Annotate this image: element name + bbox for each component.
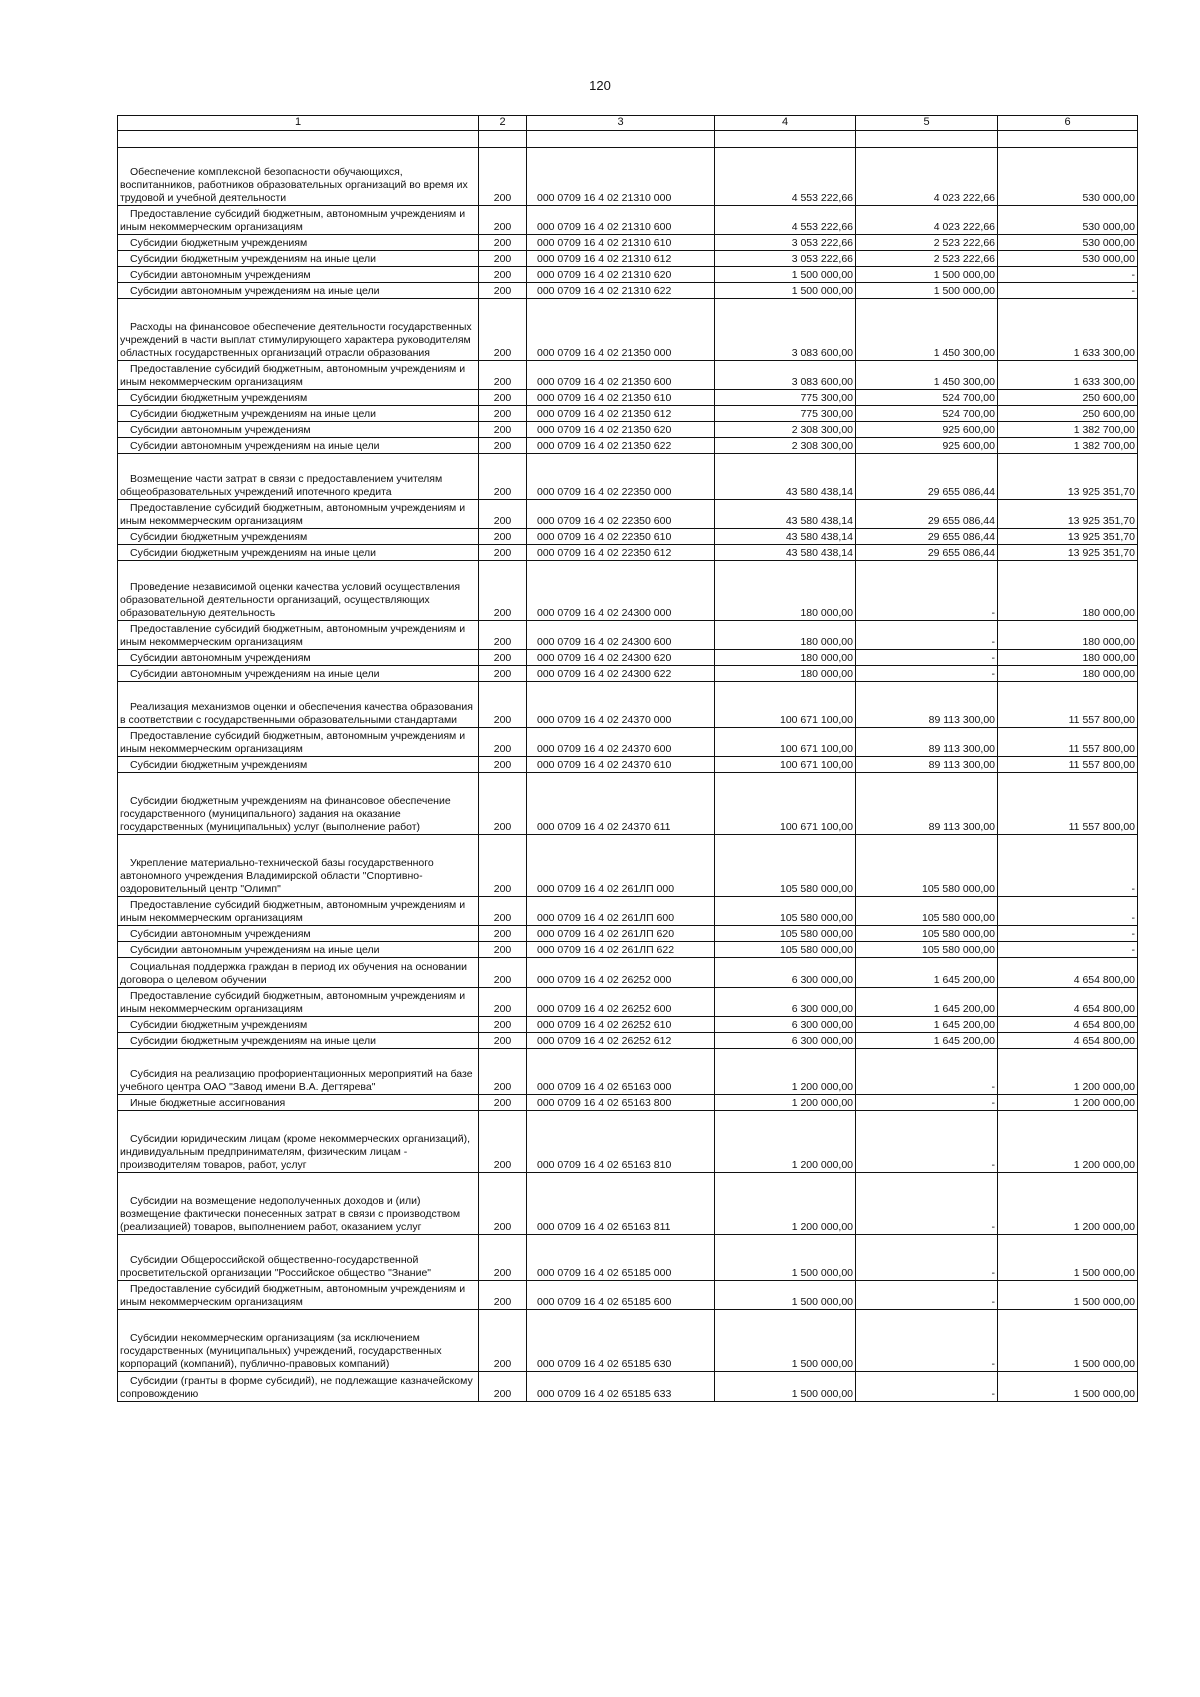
row-budget-code-cell: 000 0709 16 4 02 22350 000 <box>527 454 715 500</box>
row-line-code-cell: 200 <box>479 1310 527 1372</box>
row-name-cell: Субсидии бюджетным учреждениям <box>118 757 479 773</box>
row-name-cell: Субсидии бюджетным учреждениям на иные цели <box>118 1033 479 1049</box>
table-row <box>118 1281 1138 1310</box>
row-name-cell: Предоставление субсидий бюджетным, автономным учреждениям и иным некоммерческим организациям <box>118 206 479 235</box>
table-row <box>118 361 1138 390</box>
row-name-cell: Проведение независимой оценки качества условий осуществления образовательной деятельности организаций, осуществляющих образовательную деятельность <box>118 561 479 621</box>
row-executed-amount-cell: 1 645 200,00 <box>856 988 998 1017</box>
row-approved-amount-cell: 100 671 100,00 <box>715 728 856 757</box>
table-row <box>118 500 1138 529</box>
row-name-cell: Обеспечение комплексной безопасности обучающихся, воспитанников, работников образовательных организаций во время их трудовой и учебной деятельности <box>118 148 479 206</box>
row-line-code-cell: 200 <box>479 283 527 299</box>
row-line-code-cell: 200 <box>479 1281 527 1310</box>
row-name-cell: Предоставление субсидий бюджетным, автономным учреждениям и иным некоммерческим организациям <box>118 500 479 529</box>
row-name-cell: Субсидии бюджетным учреждениям на иные цели <box>118 545 479 561</box>
row-approved-amount-cell: 3 053 222,66 <box>715 251 856 267</box>
row-unexecuted-amount-cell: 13 925 351,70 <box>998 529 1138 545</box>
row-unexecuted-amount-cell: 1 200 000,00 <box>998 1111 1138 1173</box>
row-unexecuted-amount-cell: - <box>998 942 1138 958</box>
row-executed-amount-cell: - <box>856 1235 998 1281</box>
row-executed-amount-cell: 2 523 222,66 <box>856 235 998 251</box>
row-name-cell: Субсидии (гранты в форме субсидий), не подлежащие казначейскому сопровождению <box>118 1372 479 1402</box>
table-row <box>118 406 1138 422</box>
row-approved-amount-cell: 43 580 438,14 <box>715 545 856 561</box>
row-unexecuted-amount-cell: 13 925 351,70 <box>998 545 1138 561</box>
row-executed-amount-cell: - <box>856 1173 998 1235</box>
row-line-code-cell: 200 <box>479 545 527 561</box>
row-line-code-cell: 200 <box>479 438 527 454</box>
row-executed-amount-cell: 105 580 000,00 <box>856 926 998 942</box>
row-approved-amount-cell: 43 580 438,14 <box>715 529 856 545</box>
table-row <box>118 728 1138 757</box>
row-executed-amount-cell: 1 500 000,00 <box>856 283 998 299</box>
row-name-cell: Субсидии некоммерческим организациям (за исключением государственных (муниципальных) учреждений, государственных корпораций (компаний), публично-правовых компаний) <box>118 1310 479 1372</box>
row-unexecuted-amount-cell: 1 633 300,00 <box>998 299 1138 361</box>
table-row <box>118 1173 1138 1235</box>
row-unexecuted-amount-cell: 180 000,00 <box>998 650 1138 666</box>
row-approved-amount-cell: 775 300,00 <box>715 406 856 422</box>
table-row <box>118 835 1138 897</box>
row-budget-code-cell: 000 0709 16 4 02 21350 610 <box>527 390 715 406</box>
header-col-6: 6 <box>998 116 1138 131</box>
row-unexecuted-amount-cell: 1 500 000,00 <box>998 1310 1138 1372</box>
page-number: 120 <box>589 78 611 93</box>
row-name-cell: Иные бюджетные ассигнования <box>118 1095 479 1111</box>
row-approved-amount-cell: 6 300 000,00 <box>715 1017 856 1033</box>
row-budget-code-cell: 000 0709 16 4 02 26252 000 <box>527 958 715 988</box>
row-name-cell: Субсидии автономным учреждениям <box>118 926 479 942</box>
row-approved-amount-cell: 775 300,00 <box>715 390 856 406</box>
row-approved-amount-cell: 6 300 000,00 <box>715 1033 856 1049</box>
row-executed-amount-cell: - <box>856 1281 998 1310</box>
row-line-code-cell: 200 <box>479 958 527 988</box>
row-name-cell: Субсидия на реализацию профориентационных мероприятий на базе учебного центра ОАО "Завод имени В.А. Дегтярева" <box>118 1049 479 1095</box>
row-name-cell: Субсидии на возмещение недополученных доходов и (или) возмещение фактически понесенных затрат в связи с производством (реализацией) товаров, выполнением работ, оказанием услуг <box>118 1173 479 1235</box>
row-budget-code-cell: 000 0709 16 4 02 65185 630 <box>527 1310 715 1372</box>
row-name-cell: Субсидии бюджетным учреждениям на иные цели <box>118 251 479 267</box>
row-executed-amount-cell: - <box>856 1049 998 1095</box>
row-executed-amount-cell: 925 600,00 <box>856 438 998 454</box>
row-unexecuted-amount-cell: 1 500 000,00 <box>998 1281 1138 1310</box>
row-unexecuted-amount-cell: 1 200 000,00 <box>998 1095 1138 1111</box>
table-row <box>118 773 1138 835</box>
row-unexecuted-amount-cell: 1 500 000,00 <box>998 1372 1138 1402</box>
row-name-cell: Субсидии бюджетным учреждениям <box>118 235 479 251</box>
row-unexecuted-amount-cell: 13 925 351,70 <box>998 454 1138 500</box>
row-line-code-cell: 200 <box>479 926 527 942</box>
row-approved-amount-cell: 6 300 000,00 <box>715 988 856 1017</box>
row-budget-code-cell: 000 0709 16 4 02 22350 600 <box>527 500 715 529</box>
table-row <box>118 926 1138 942</box>
row-approved-amount-cell: 105 580 000,00 <box>715 926 856 942</box>
row-line-code-cell: 200 <box>479 1372 527 1402</box>
row-approved-amount-cell: 1 200 000,00 <box>715 1111 856 1173</box>
table-row <box>118 235 1138 251</box>
row-approved-amount-cell: 2 308 300,00 <box>715 438 856 454</box>
row-budget-code-cell: 000 0709 16 4 02 21310 620 <box>527 267 715 283</box>
row-executed-amount-cell: 89 113 300,00 <box>856 682 998 728</box>
row-name-cell: Субсидии бюджетным учреждениям <box>118 390 479 406</box>
row-unexecuted-amount-cell: 11 557 800,00 <box>998 757 1138 773</box>
row-line-code-cell: 200 <box>479 206 527 235</box>
row-unexecuted-amount-cell: - <box>998 835 1138 897</box>
row-approved-amount-cell: 100 671 100,00 <box>715 682 856 728</box>
row-budget-code-cell: 000 0709 16 4 02 24370 611 <box>527 773 715 835</box>
row-unexecuted-amount-cell: 1 382 700,00 <box>998 422 1138 438</box>
table-row <box>118 283 1138 299</box>
row-executed-amount-cell: 925 600,00 <box>856 422 998 438</box>
row-line-code-cell: 200 <box>479 1111 527 1173</box>
row-approved-amount-cell: 180 000,00 <box>715 666 856 682</box>
row-line-code-cell: 200 <box>479 728 527 757</box>
row-unexecuted-amount-cell: 1 633 300,00 <box>998 361 1138 390</box>
row-approved-amount-cell: 1 200 000,00 <box>715 1173 856 1235</box>
row-name-cell: Субсидии автономным учреждениям <box>118 650 479 666</box>
row-approved-amount-cell: 100 671 100,00 <box>715 757 856 773</box>
row-name-cell: Укрепление материально-технической базы государственного автономного учреждения Владимирской области "Спортивно-оздоровительный центр "Олимп" <box>118 835 479 897</box>
row-budget-code-cell: 000 0709 16 4 02 261ЛП 620 <box>527 926 715 942</box>
row-approved-amount-cell: 3 053 222,66 <box>715 235 856 251</box>
row-budget-code-cell: 000 0709 16 4 02 24300 600 <box>527 621 715 650</box>
row-budget-code-cell: 000 0709 16 4 02 21310 622 <box>527 283 715 299</box>
table-row <box>118 1095 1138 1111</box>
table-row <box>118 206 1138 235</box>
row-approved-amount-cell: 6 300 000,00 <box>715 958 856 988</box>
header-col-2: 2 <box>479 116 527 131</box>
row-name-cell: Предоставление субсидий бюджетным, автономным учреждениям и иным некоммерческим организациям <box>118 1281 479 1310</box>
table-row <box>118 757 1138 773</box>
row-unexecuted-amount-cell: 180 000,00 <box>998 621 1138 650</box>
row-budget-code-cell: 000 0709 16 4 02 24300 620 <box>527 650 715 666</box>
row-line-code-cell: 200 <box>479 561 527 621</box>
table-spacer-row <box>118 131 1138 148</box>
table-row <box>118 390 1138 406</box>
table-row <box>118 1111 1138 1173</box>
row-unexecuted-amount-cell: 530 000,00 <box>998 251 1138 267</box>
row-budget-code-cell: 000 0709 16 4 02 65163 811 <box>527 1173 715 1235</box>
row-line-code-cell: 200 <box>479 251 527 267</box>
row-budget-code-cell: 000 0709 16 4 02 22350 612 <box>527 545 715 561</box>
row-name-cell: Субсидии бюджетным учреждениям <box>118 1017 479 1033</box>
row-name-cell: Субсидии Общероссийской общественно-государственной просветительской организации "Российское общество "Знание" <box>118 1235 479 1281</box>
row-approved-amount-cell: 105 580 000,00 <box>715 835 856 897</box>
table-row <box>118 529 1138 545</box>
row-unexecuted-amount-cell: 4 654 800,00 <box>998 1017 1138 1033</box>
row-budget-code-cell: 000 0709 16 4 02 261ЛП 000 <box>527 835 715 897</box>
table-row <box>118 1235 1138 1281</box>
row-line-code-cell: 200 <box>479 773 527 835</box>
row-executed-amount-cell: 4 023 222,66 <box>856 206 998 235</box>
row-approved-amount-cell: 1 500 000,00 <box>715 283 856 299</box>
row-line-code-cell: 200 <box>479 835 527 897</box>
row-executed-amount-cell: 4 023 222,66 <box>856 148 998 206</box>
row-budget-code-cell: 000 0709 16 4 02 21310 000 <box>527 148 715 206</box>
row-name-cell: Субсидии автономным учреждениям на иные цели <box>118 666 479 682</box>
row-executed-amount-cell: 1 500 000,00 <box>856 267 998 283</box>
row-name-cell: Предоставление субсидий бюджетным, автономным учреждениям и иным некоммерческим организациям <box>118 621 479 650</box>
row-budget-code-cell: 000 0709 16 4 02 65163 000 <box>527 1049 715 1095</box>
row-executed-amount-cell: 1 645 200,00 <box>856 1017 998 1033</box>
table-row <box>118 267 1138 283</box>
table-row <box>118 942 1138 958</box>
table-row <box>118 148 1138 206</box>
table-row <box>118 897 1138 926</box>
row-budget-code-cell: 000 0709 16 4 02 261ЛП 600 <box>527 897 715 926</box>
row-executed-amount-cell: 524 700,00 <box>856 390 998 406</box>
row-executed-amount-cell: - <box>856 650 998 666</box>
row-unexecuted-amount-cell: 1 200 000,00 <box>998 1049 1138 1095</box>
row-budget-code-cell: 000 0709 16 4 02 65163 810 <box>527 1111 715 1173</box>
table-row <box>118 621 1138 650</box>
row-executed-amount-cell: 1 450 300,00 <box>856 299 998 361</box>
row-name-cell: Расходы на финансовое обеспечение деятельности государственных учреждений в части выплат стимулирующего характера руководителям областных государственных организаций отрасли образования <box>118 299 479 361</box>
row-name-cell: Предоставление субсидий бюджетным, автономным учреждениям и иным некоммерческим организациям <box>118 988 479 1017</box>
row-line-code-cell: 200 <box>479 897 527 926</box>
row-name-cell: Субсидии бюджетным учреждениям на иные цели <box>118 406 479 422</box>
table-row <box>118 988 1138 1017</box>
row-executed-amount-cell: 1 645 200,00 <box>856 958 998 988</box>
row-unexecuted-amount-cell: - <box>998 897 1138 926</box>
row-line-code-cell: 200 <box>479 406 527 422</box>
row-approved-amount-cell: 105 580 000,00 <box>715 897 856 926</box>
row-budget-code-cell: 000 0709 16 4 02 21350 622 <box>527 438 715 454</box>
row-budget-code-cell: 000 0709 16 4 02 24370 000 <box>527 682 715 728</box>
row-approved-amount-cell: 4 553 222,66 <box>715 148 856 206</box>
row-budget-code-cell: 000 0709 16 4 02 24370 610 <box>527 757 715 773</box>
row-approved-amount-cell: 180 000,00 <box>715 561 856 621</box>
row-line-code-cell: 200 <box>479 1235 527 1281</box>
table-row <box>118 650 1138 666</box>
row-executed-amount-cell: 29 655 086,44 <box>856 529 998 545</box>
table-row <box>118 1049 1138 1095</box>
row-budget-code-cell: 000 0709 16 4 02 21350 600 <box>527 361 715 390</box>
row-budget-code-cell: 000 0709 16 4 02 65185 000 <box>527 1235 715 1281</box>
table-row <box>118 1017 1138 1033</box>
row-executed-amount-cell: - <box>856 1310 998 1372</box>
row-unexecuted-amount-cell: 530 000,00 <box>998 206 1138 235</box>
row-approved-amount-cell: 1 500 000,00 <box>715 1372 856 1402</box>
row-executed-amount-cell: - <box>856 1372 998 1402</box>
row-unexecuted-amount-cell: 1 382 700,00 <box>998 438 1138 454</box>
row-line-code-cell: 200 <box>479 1017 527 1033</box>
row-approved-amount-cell: 3 083 600,00 <box>715 361 856 390</box>
row-approved-amount-cell: 3 083 600,00 <box>715 299 856 361</box>
row-line-code-cell: 200 <box>479 299 527 361</box>
row-budget-code-cell: 000 0709 16 4 02 21310 612 <box>527 251 715 267</box>
row-unexecuted-amount-cell: 13 925 351,70 <box>998 500 1138 529</box>
row-approved-amount-cell: 43 580 438,14 <box>715 454 856 500</box>
row-line-code-cell: 200 <box>479 1049 527 1095</box>
row-approved-amount-cell: 180 000,00 <box>715 621 856 650</box>
row-unexecuted-amount-cell: 250 600,00 <box>998 406 1138 422</box>
row-name-cell: Субсидии бюджетным учреждениям <box>118 529 479 545</box>
row-budget-code-cell: 000 0709 16 4 02 65163 800 <box>527 1095 715 1111</box>
row-executed-amount-cell: 1 645 200,00 <box>856 1033 998 1049</box>
row-approved-amount-cell: 1 500 000,00 <box>715 267 856 283</box>
row-line-code-cell: 200 <box>479 1095 527 1111</box>
row-name-cell: Возмещение части затрат в связи с предоставлением учителям общеобразовательных учреждений ипотечного кредита <box>118 454 479 500</box>
row-line-code-cell: 200 <box>479 529 527 545</box>
row-unexecuted-amount-cell: 250 600,00 <box>998 390 1138 406</box>
row-executed-amount-cell: - <box>856 561 998 621</box>
row-line-code-cell: 200 <box>479 422 527 438</box>
table-header-row <box>118 116 1138 131</box>
header-col-4: 4 <box>715 116 856 131</box>
row-name-cell: Субсидии бюджетным учреждениям на финансовое обеспечение государственного (муниципального) задания на оказание государственных (муниципальных) услуг (выполнение работ) <box>118 773 479 835</box>
row-line-code-cell: 200 <box>479 454 527 500</box>
row-unexecuted-amount-cell: 180 000,00 <box>998 666 1138 682</box>
row-budget-code-cell: 000 0709 16 4 02 21310 600 <box>527 206 715 235</box>
row-line-code-cell: 200 <box>479 1173 527 1235</box>
row-executed-amount-cell: 2 523 222,66 <box>856 251 998 267</box>
table-row <box>118 299 1138 361</box>
table-row <box>118 561 1138 621</box>
row-approved-amount-cell: 1 500 000,00 <box>715 1310 856 1372</box>
row-name-cell: Субсидии юридическим лицам (кроме некоммерческих организаций), индивидуальным предпринимателям, физическим лицам - производителям товаров, работ, услуг <box>118 1111 479 1173</box>
row-line-code-cell: 200 <box>479 235 527 251</box>
row-line-code-cell: 200 <box>479 988 527 1017</box>
row-executed-amount-cell: - <box>856 1095 998 1111</box>
row-line-code-cell: 200 <box>479 621 527 650</box>
row-approved-amount-cell: 180 000,00 <box>715 650 856 666</box>
table-row <box>118 251 1138 267</box>
row-unexecuted-amount-cell: 530 000,00 <box>998 148 1138 206</box>
row-line-code-cell: 200 <box>479 666 527 682</box>
row-unexecuted-amount-cell: - <box>998 926 1138 942</box>
row-line-code-cell: 200 <box>479 942 527 958</box>
row-unexecuted-amount-cell: 4 654 800,00 <box>998 988 1138 1017</box>
row-budget-code-cell: 000 0709 16 4 02 65185 600 <box>527 1281 715 1310</box>
row-budget-code-cell: 000 0709 16 4 02 26252 600 <box>527 988 715 1017</box>
row-line-code-cell: 200 <box>479 682 527 728</box>
row-name-cell: Предоставление субсидий бюджетным, автономным учреждениям и иным некоммерческим организациям <box>118 728 479 757</box>
row-executed-amount-cell: 105 580 000,00 <box>856 897 998 926</box>
table-row <box>118 438 1138 454</box>
row-line-code-cell: 200 <box>479 267 527 283</box>
row-executed-amount-cell: 89 113 300,00 <box>856 757 998 773</box>
table-row <box>118 958 1138 988</box>
row-approved-amount-cell: 43 580 438,14 <box>715 500 856 529</box>
row-line-code-cell: 200 <box>479 500 527 529</box>
row-approved-amount-cell: 1 200 000,00 <box>715 1095 856 1111</box>
table-body <box>118 131 1138 1402</box>
row-approved-amount-cell: 1 200 000,00 <box>715 1049 856 1095</box>
row-line-code-cell: 200 <box>479 1033 527 1049</box>
table-row <box>118 1372 1138 1402</box>
row-executed-amount-cell: 89 113 300,00 <box>856 773 998 835</box>
row-unexecuted-amount-cell: 1 200 000,00 <box>998 1173 1138 1235</box>
row-line-code-cell: 200 <box>479 390 527 406</box>
row-approved-amount-cell: 1 500 000,00 <box>715 1235 856 1281</box>
row-budget-code-cell: 000 0709 16 4 02 24370 600 <box>527 728 715 757</box>
row-executed-amount-cell: 29 655 086,44 <box>856 500 998 529</box>
table-row <box>118 454 1138 500</box>
row-budget-code-cell: 000 0709 16 4 02 22350 610 <box>527 529 715 545</box>
table-row <box>118 1310 1138 1372</box>
row-executed-amount-cell: - <box>856 1111 998 1173</box>
row-unexecuted-amount-cell: 11 557 800,00 <box>998 682 1138 728</box>
row-name-cell: Предоставление субсидий бюджетным, автономным учреждениям и иным некоммерческим организациям <box>118 361 479 390</box>
row-executed-amount-cell: - <box>856 666 998 682</box>
row-line-code-cell: 200 <box>479 650 527 666</box>
row-approved-amount-cell: 4 553 222,66 <box>715 206 856 235</box>
row-executed-amount-cell: 29 655 086,44 <box>856 454 998 500</box>
header-col-5: 5 <box>856 116 998 131</box>
row-unexecuted-amount-cell: 11 557 800,00 <box>998 728 1138 757</box>
row-name-cell: Предоставление субсидий бюджетным, автономным учреждениям и иным некоммерческим организациям <box>118 897 479 926</box>
row-budget-code-cell: 000 0709 16 4 02 21350 620 <box>527 422 715 438</box>
row-executed-amount-cell: 89 113 300,00 <box>856 728 998 757</box>
row-executed-amount-cell: 524 700,00 <box>856 406 998 422</box>
row-name-cell: Субсидии автономным учреждениям на иные цели <box>118 438 479 454</box>
table-row <box>118 666 1138 682</box>
row-unexecuted-amount-cell: 11 557 800,00 <box>998 773 1138 835</box>
row-approved-amount-cell: 1 500 000,00 <box>715 1281 856 1310</box>
row-unexecuted-amount-cell: 4 654 800,00 <box>998 958 1138 988</box>
row-unexecuted-amount-cell: 530 000,00 <box>998 235 1138 251</box>
row-unexecuted-amount-cell: 180 000,00 <box>998 561 1138 621</box>
row-unexecuted-amount-cell: 4 654 800,00 <box>998 1033 1138 1049</box>
row-budget-code-cell: 000 0709 16 4 02 21350 612 <box>527 406 715 422</box>
row-name-cell: Субсидии автономным учреждениям <box>118 422 479 438</box>
table-row <box>118 545 1138 561</box>
table-row <box>118 682 1138 728</box>
row-approved-amount-cell: 100 671 100,00 <box>715 773 856 835</box>
row-budget-code-cell: 000 0709 16 4 02 261ЛП 622 <box>527 942 715 958</box>
row-name-cell: Субсидии автономным учреждениям на иные цели <box>118 942 479 958</box>
row-name-cell: Субсидии автономным учреждениям <box>118 267 479 283</box>
row-line-code-cell: 200 <box>479 148 527 206</box>
budget-table <box>117 115 1138 1402</box>
row-budget-code-cell: 000 0709 16 4 02 21350 000 <box>527 299 715 361</box>
row-budget-code-cell: 000 0709 16 4 02 26252 610 <box>527 1017 715 1033</box>
row-executed-amount-cell: 1 450 300,00 <box>856 361 998 390</box>
row-approved-amount-cell: 105 580 000,00 <box>715 942 856 958</box>
row-executed-amount-cell: - <box>856 621 998 650</box>
row-name-cell: Реализация механизмов оценки и обеспечения качества образования в соответствии с государственными образовательными стандартами <box>118 682 479 728</box>
row-executed-amount-cell: 105 580 000,00 <box>856 942 998 958</box>
table-row <box>118 422 1138 438</box>
header-col-1: 1 <box>118 116 479 131</box>
row-executed-amount-cell: 105 580 000,00 <box>856 835 998 897</box>
header-col-3: 3 <box>527 116 715 131</box>
row-budget-code-cell: 000 0709 16 4 02 65185 633 <box>527 1372 715 1402</box>
row-name-cell: Социальная поддержка граждан в период их обучения на основании договора о целевом обучении <box>118 958 479 988</box>
table-row <box>118 1033 1138 1049</box>
row-budget-code-cell: 000 0709 16 4 02 24300 622 <box>527 666 715 682</box>
row-line-code-cell: 200 <box>479 361 527 390</box>
row-name-cell: Субсидии автономным учреждениям на иные цели <box>118 283 479 299</box>
row-budget-code-cell: 000 0709 16 4 02 24300 000 <box>527 561 715 621</box>
budget-table-container <box>117 115 1137 1402</box>
row-line-code-cell: 200 <box>479 757 527 773</box>
row-executed-amount-cell: 29 655 086,44 <box>856 545 998 561</box>
row-budget-code-cell: 000 0709 16 4 02 26252 612 <box>527 1033 715 1049</box>
row-unexecuted-amount-cell: - <box>998 283 1138 299</box>
row-unexecuted-amount-cell: - <box>998 267 1138 283</box>
row-unexecuted-amount-cell: 1 500 000,00 <box>998 1235 1138 1281</box>
row-approved-amount-cell: 2 308 300,00 <box>715 422 856 438</box>
row-budget-code-cell: 000 0709 16 4 02 21310 610 <box>527 235 715 251</box>
